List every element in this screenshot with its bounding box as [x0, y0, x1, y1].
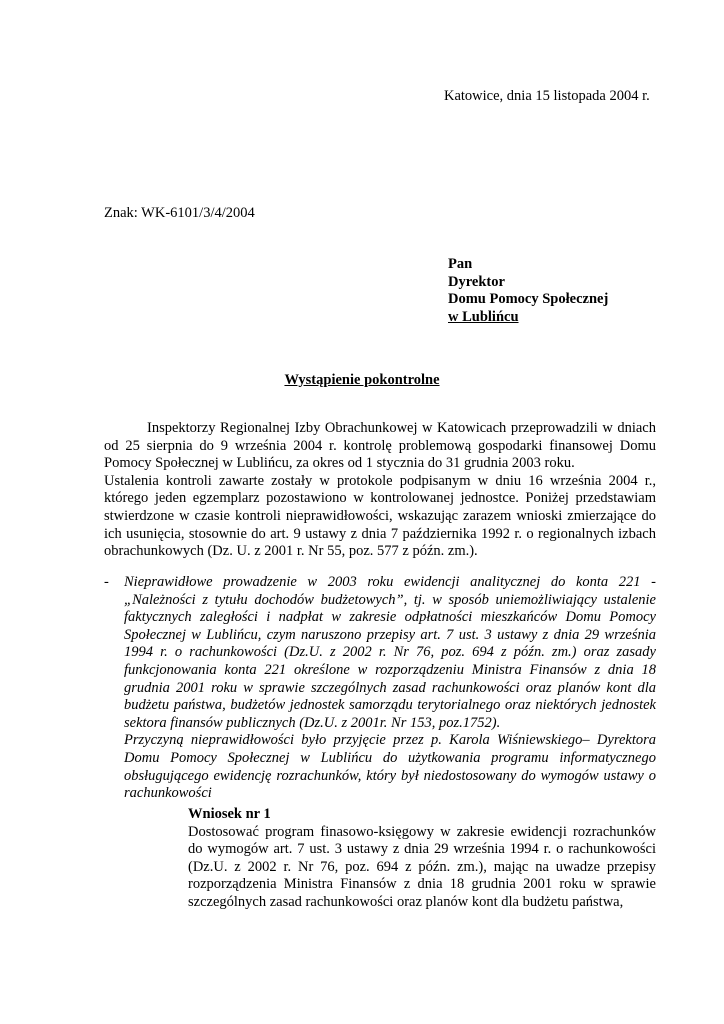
addressee-line-city: w Lublińcu — [448, 308, 519, 325]
intro-paragraph: Inspektorzy Regionalnej Izby Obrachunkowej w Katowicach przeprowadzili w dniach od 25 sierpnia do 9 września 2004 r. kontrolę problemową gospodarki finansowej Domu Pomocy Społecznej w Lublińcu, za okres od 1 stycznia do 31 grudnia 2003 roku. — [104, 420, 656, 472]
addressee-line-institution: Domu Pomocy Społecznej — [448, 291, 609, 308]
document-date: Katowice, dnia 15 listopada 2004 r. — [444, 88, 650, 104]
finding-item — [104, 574, 656, 803]
addressee-line-title: Pan — [448, 256, 473, 272]
reference-number: Znak: WK-6101/3/4/2004 — [104, 205, 255, 221]
addressee-block — [448, 256, 608, 326]
conclusion-heading: Wniosek nr 1 — [188, 806, 271, 822]
finding-description: Nieprawidłowe prowadzenie w 2003 roku ewidencji analitycznej do konta 221 - „Należności z tytułu dochodów budżetowych”, tj. w sposób uniemożliwiający ustalenie faktycznych zaległości i nadpłat w zakresie odpłatności mieszkańców Domu Pomocy Społecznej w Lublińcu, czym naruszono przepisy art. 7 ust. 3 ustawy z dnia 29 września 1994 r. o rachunkowości (Dz.U. z 2002 r. Nr 76, poz. 694 z późn. zm.) oraz zasady funkcjonowania konta 221 określone w rozporządzeniu Ministra Finansów z dnia 18 grudnia 2001 roku w sprawie szczególnych zasad rachunkowości oraz planów kont dla budżetu państwa, budżetów jednostek samorządu terytorialnego oraz niektórych jednostek sektora finansów publicznych (Dz.U. z 2001r. Nr 153, poz.1752). — [124, 574, 656, 731]
finding-cause: Przyczyną nieprawidłowości było przyjęcie przez p. Karola Wiśniewskiego– Dyrektora Domu Pomocy Społecznej w Lublińcu do użytkowania programu informatycznego obsługującego ewidencję rozrachunków, który był niedostosowany do wymogów ustawy o rachunkowości — [124, 732, 656, 802]
findings-summary-paragraph: Ustalenia kontroli zawarte zostały w protokole podpisanym w dniu 16 września 2004 r., którego jeden egzemplarz pozostawiono w kontrolowanej jednostce. Poniżej przedstawiam stwierdzone w czasie kontroli nieprawidłowości, wskazując zarazem wnioski zmierzające do ich usunięcia, stosownie do art. 9 ustawy z dnia 7 października 1992 r. o regionalnych izbach obrachunkowych (Dz. U. z 2001 r. Nr 55, poz. 577 z późn. zm.). — [104, 472, 656, 560]
addressee-line-position: Dyrektor — [448, 273, 505, 290]
intro-section — [104, 420, 656, 561]
conclusion-block — [188, 806, 656, 912]
conclusion-text: Dostosować program finasowo-księgowy w zakresie ewidencji rozrachunków do wymogów art. 7 ust. 3 ustawy z dnia 29 września 1994 r. o rachunkowości (Dz.U. z 2002 r. Nr 76, poz. 694 z późn. zm.), mając na uwadze przepisy rozporządzenia Ministra Finansów z dnia 18 grudnia 2001 roku w sprawie szczególnych zasad rachunkowości oraz planów kont dla budżetu państwa, — [188, 823, 656, 910]
document-title: Wystąpienie pokontrolne — [284, 372, 440, 388]
list-bullet: - — [104, 574, 109, 590]
